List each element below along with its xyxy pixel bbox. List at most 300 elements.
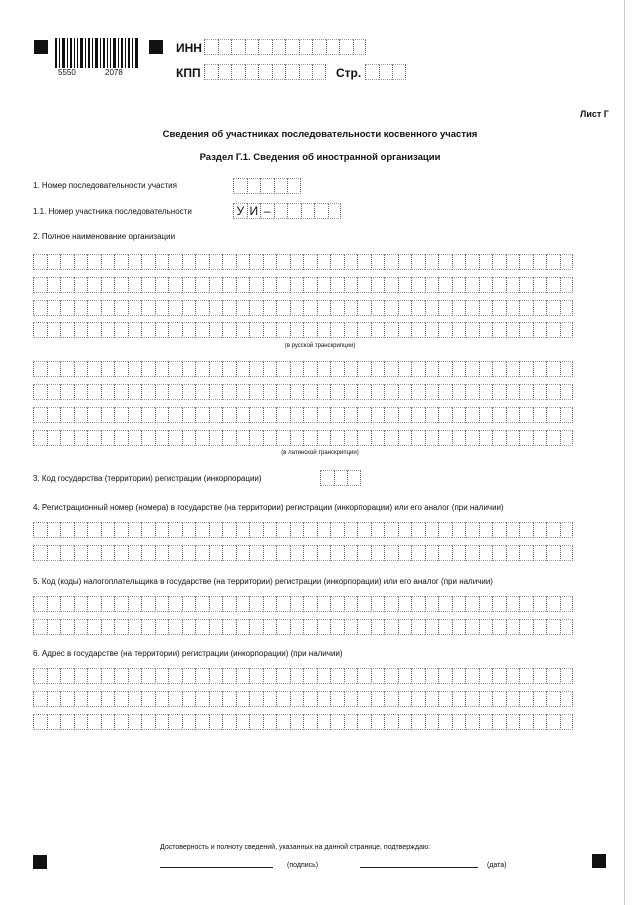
char-cell: [47, 619, 61, 635]
char-cell: [317, 619, 331, 635]
char-cell: [303, 277, 317, 293]
char-cell: [87, 361, 101, 377]
char-cell: [506, 619, 520, 635]
char-cell: [74, 668, 88, 684]
char-cell: [182, 691, 196, 707]
char-cell: [411, 300, 425, 316]
char-cell: [141, 254, 155, 270]
address-row-3[interactable]: [33, 714, 573, 730]
char-cell: [249, 619, 263, 635]
country-code-grid[interactable]: [320, 470, 361, 486]
char-cell: [209, 596, 223, 612]
char-cell: [249, 254, 263, 270]
char-cell: [371, 545, 385, 561]
char-cell: [276, 361, 290, 377]
kpp-label: КПП: [176, 66, 201, 80]
char-cell: [155, 361, 169, 377]
char-cell: [87, 300, 101, 316]
char-cell: [114, 596, 128, 612]
char-cell: [249, 714, 263, 730]
char-cell: [438, 545, 452, 561]
char-cell: [398, 668, 412, 684]
char-cell: [249, 668, 263, 684]
char-cell: [47, 361, 61, 377]
char-cell: [155, 384, 169, 400]
char-cell: [452, 407, 466, 423]
char-cell: [344, 596, 358, 612]
org-name-lat-row-4[interactable]: [33, 430, 573, 446]
char-cell: [465, 545, 479, 561]
char-cell: [560, 407, 574, 423]
char-cell: [182, 384, 196, 400]
char-cell: [33, 522, 47, 538]
char-cell: [479, 254, 493, 270]
inn-grid[interactable]: [204, 39, 366, 55]
char-cell: [74, 361, 88, 377]
char-cell: [533, 254, 547, 270]
char-cell: [560, 254, 574, 270]
char-cell: [33, 619, 47, 635]
org-name-lat-row-2[interactable]: [33, 384, 573, 400]
char-cell: [330, 300, 344, 316]
page-number-grid[interactable]: [365, 64, 406, 80]
char-cell: [506, 522, 520, 538]
char-cell: [222, 361, 236, 377]
char-cell: [411, 322, 425, 338]
char-cell: [371, 277, 385, 293]
char-cell: [330, 407, 344, 423]
char-cell: [276, 619, 290, 635]
char-cell: [155, 668, 169, 684]
char-cell: [398, 300, 412, 316]
char-cell: [438, 430, 452, 446]
char-cell: [425, 668, 439, 684]
char-cell: [371, 407, 385, 423]
char-cell: [425, 619, 439, 635]
char-cell: [87, 596, 101, 612]
char-cell: [317, 714, 331, 730]
char-cell: [209, 407, 223, 423]
field-2-label: 2. Полное наименование организации: [33, 232, 176, 241]
char-cell: [546, 254, 560, 270]
barcode-number-right: 2078: [105, 68, 123, 77]
char-cell: [222, 254, 236, 270]
char-cell: [492, 277, 506, 293]
char-cell: [114, 407, 128, 423]
sequence-number-grid[interactable]: [233, 178, 301, 194]
char-cell: [344, 277, 358, 293]
char-cell: [182, 361, 196, 377]
char-cell: [101, 668, 115, 684]
char-cell: [506, 668, 520, 684]
char-cell: [519, 714, 533, 730]
char-cell: [303, 300, 317, 316]
char-cell: [411, 254, 425, 270]
section-title: Раздел Г.1. Сведения об иностранной организации: [199, 152, 441, 163]
char-cell: [425, 430, 439, 446]
char-cell: [155, 407, 169, 423]
char-cell: [263, 300, 277, 316]
char-cell: [155, 691, 169, 707]
char-cell: [209, 277, 223, 293]
char-cell: [236, 714, 250, 730]
char-cell: [290, 322, 304, 338]
char-cell: [114, 619, 128, 635]
char-cell: [74, 596, 88, 612]
char-cell: [195, 522, 209, 538]
char-cell: [101, 691, 115, 707]
char-cell: [317, 596, 331, 612]
char-cell: [141, 384, 155, 400]
char-cell: [384, 714, 398, 730]
org-name-ru-row-4[interactable]: [33, 322, 573, 338]
char-cell: [492, 300, 506, 316]
char-cell: [101, 322, 115, 338]
char-cell: [398, 522, 412, 538]
char-cell: [560, 691, 574, 707]
char-cell: [276, 254, 290, 270]
char-cell: [317, 384, 331, 400]
char-cell: [236, 300, 250, 316]
char-cell: [317, 668, 331, 684]
char-cell: [560, 522, 574, 538]
char-cell: [222, 300, 236, 316]
char-cell: [249, 361, 263, 377]
char-cell: [357, 691, 371, 707]
char-cell: [182, 596, 196, 612]
char-cell: [344, 430, 358, 446]
char-cell: [290, 407, 304, 423]
char-cell: [317, 430, 331, 446]
char-cell: [276, 596, 290, 612]
corner-marker-top-right: [149, 40, 163, 54]
char-cell: [479, 619, 493, 635]
char-cell: [47, 714, 61, 730]
char-cell: [222, 714, 236, 730]
char-cell: [303, 407, 317, 423]
char-cell: [384, 322, 398, 338]
char-cell: [101, 407, 115, 423]
char-cell: [533, 322, 547, 338]
char-cell: [263, 714, 277, 730]
char-cell: [303, 254, 317, 270]
char-cell: [47, 522, 61, 538]
char-cell: [330, 714, 344, 730]
char-cell: [60, 430, 74, 446]
reg-number-row-1[interactable]: [33, 522, 573, 538]
field-6-label: 6. Адрес в государстве (на территории) регистрации (инкорпорации) (при наличии): [33, 649, 343, 658]
char-cell: [398, 361, 412, 377]
date-line[interactable]: [360, 867, 478, 868]
char-cell: [222, 277, 236, 293]
char-cell: [182, 254, 196, 270]
char-cell: [384, 361, 398, 377]
char-cell: [168, 300, 182, 316]
char-cell: [60, 322, 74, 338]
char-cell: [330, 361, 344, 377]
char-cell: [344, 407, 358, 423]
char-cell: [546, 300, 560, 316]
char-cell: [519, 619, 533, 635]
char-cell: [141, 545, 155, 561]
char-cell: [479, 596, 493, 612]
char-cell: [33, 596, 47, 612]
taxpayer-code-row-1[interactable]: [33, 596, 573, 612]
char-cell: [438, 277, 452, 293]
char-cell: [263, 545, 277, 561]
char-cell: [128, 522, 142, 538]
char-cell: [155, 322, 169, 338]
char-cell: [479, 691, 493, 707]
page-label: Стр.: [336, 66, 362, 80]
char-cell: [519, 300, 533, 316]
char-cell: [533, 522, 547, 538]
char-cell: [209, 384, 223, 400]
char-cell: [236, 254, 250, 270]
char-cell: [357, 361, 371, 377]
char-cell: [479, 430, 493, 446]
char-cell: [546, 691, 560, 707]
char-cell: [263, 407, 277, 423]
char-cell: [290, 384, 304, 400]
barcode-number-left: 5550: [58, 68, 76, 77]
char-cell: [290, 300, 304, 316]
char-cell: [114, 322, 128, 338]
char-cell: [452, 691, 466, 707]
char-cell: [141, 430, 155, 446]
char-cell: [492, 714, 506, 730]
char-cell: [155, 277, 169, 293]
char-cell: [222, 430, 236, 446]
corner-marker-bottom-right: [592, 854, 606, 868]
char-cell: [560, 322, 574, 338]
char-cell: [317, 322, 331, 338]
signature-line[interactable]: [160, 867, 273, 868]
char-cell: [236, 277, 250, 293]
char-cell: [128, 714, 142, 730]
char-cell: [330, 619, 344, 635]
char-cell: [492, 361, 506, 377]
char-cell: [168, 596, 182, 612]
char-cell: [33, 545, 47, 561]
char-cell: [249, 277, 263, 293]
char-cell: [438, 668, 452, 684]
char-cell: [519, 407, 533, 423]
char-cell: [155, 545, 169, 561]
org-name-ru-row-1[interactable]: [33, 254, 573, 270]
org-name-lat-row-3[interactable]: [33, 407, 573, 423]
char-cell: [33, 714, 47, 730]
char-cell: [398, 407, 412, 423]
char-cell: [222, 668, 236, 684]
char-cell: [533, 714, 547, 730]
char-cell: [303, 714, 317, 730]
char-cell: [290, 668, 304, 684]
char-cell: [209, 545, 223, 561]
char-cell: [101, 430, 115, 446]
char-cell: [438, 522, 452, 538]
char-cell: [263, 691, 277, 707]
char-cell: [33, 691, 47, 707]
char-cell: [519, 277, 533, 293]
kpp-grid[interactable]: [204, 64, 326, 80]
char-cell: [236, 407, 250, 423]
char-cell: [47, 545, 61, 561]
field-1-1-label: 1.1. Номер участника последовательности: [33, 207, 192, 216]
taxpayer-code-row-2[interactable]: [33, 619, 573, 635]
char-cell: [492, 596, 506, 612]
char-cell: [276, 668, 290, 684]
char-cell: [303, 361, 317, 377]
char-cell: [101, 619, 115, 635]
char-cell: [519, 668, 533, 684]
char-cell: [182, 407, 196, 423]
char-cell: [344, 322, 358, 338]
char-cell: [519, 322, 533, 338]
char-cell: [74, 407, 88, 423]
char-cell: [492, 619, 506, 635]
char-cell: [398, 596, 412, 612]
char-cell: [357, 522, 371, 538]
char-cell: [290, 691, 304, 707]
char-cell: [87, 430, 101, 446]
char-cell: [519, 361, 533, 377]
char-cell: [506, 714, 520, 730]
char-cell: [276, 691, 290, 707]
char-cell: [546, 361, 560, 377]
char-cell: [357, 322, 371, 338]
char-cell: [209, 430, 223, 446]
char-cell: [141, 596, 155, 612]
char-cell: [276, 714, 290, 730]
char-cell: [533, 691, 547, 707]
char-cell: [317, 691, 331, 707]
char-cell: [263, 619, 277, 635]
date-label: (дата): [487, 862, 507, 869]
char-cell: [128, 277, 142, 293]
char-cell: [168, 522, 182, 538]
char-cell: [74, 430, 88, 446]
org-name-ru-row-2[interactable]: [33, 277, 573, 293]
sheet-label: Лист Г: [580, 109, 609, 119]
barcode-bars: [55, 38, 139, 68]
char-cell: [290, 522, 304, 538]
char-cell: [60, 668, 74, 684]
char-cell: [74, 619, 88, 635]
char-cell: [263, 384, 277, 400]
char-cell: [330, 545, 344, 561]
char-cell: [74, 254, 88, 270]
org-name-lat-row-1[interactable]: [33, 361, 573, 377]
char-cell: [465, 691, 479, 707]
char-cell: [411, 596, 425, 612]
reg-number-row-2[interactable]: [33, 545, 573, 561]
char-cell: [452, 668, 466, 684]
char-cell: [411, 522, 425, 538]
char-cell: [425, 714, 439, 730]
address-row-2[interactable]: [33, 691, 573, 707]
participant-number-grid[interactable]: [233, 203, 341, 219]
char-cell: [357, 545, 371, 561]
prefix-dash: –: [260, 203, 274, 219]
char-cell: [317, 545, 331, 561]
char-cell: [438, 407, 452, 423]
char-cell: [357, 596, 371, 612]
char-cell: [60, 407, 74, 423]
char-cell: [452, 619, 466, 635]
char-cell: [195, 691, 209, 707]
char-cell: [533, 384, 547, 400]
char-cell: [479, 277, 493, 293]
char-cell: [371, 430, 385, 446]
char-cell: [438, 619, 452, 635]
char-cell: [344, 522, 358, 538]
char-cell: [560, 714, 574, 730]
char-cell: [546, 384, 560, 400]
char-cell: [560, 277, 574, 293]
char-cell: [128, 361, 142, 377]
char-cell: [411, 619, 425, 635]
char-cell: [141, 322, 155, 338]
org-name-ru-row-3[interactable]: [33, 300, 573, 316]
char-cell: [182, 277, 196, 293]
char-cell: [357, 668, 371, 684]
char-cell: [506, 430, 520, 446]
char-cell: [330, 596, 344, 612]
char-cell: [546, 322, 560, 338]
char-cell: [87, 714, 101, 730]
char-cell: [303, 545, 317, 561]
char-cell: [317, 277, 331, 293]
char-cell: [546, 277, 560, 293]
address-row-1[interactable]: [33, 668, 573, 684]
char-cell: [155, 714, 169, 730]
char-cell: [60, 619, 74, 635]
char-cell: [128, 596, 142, 612]
char-cell: [411, 384, 425, 400]
char-cell: [60, 361, 74, 377]
char-cell: [479, 300, 493, 316]
char-cell: [546, 714, 560, 730]
char-cell: [317, 522, 331, 538]
char-cell: [141, 691, 155, 707]
char-cell: [290, 430, 304, 446]
char-cell: [101, 522, 115, 538]
char-cell: [60, 596, 74, 612]
char-cell: [141, 277, 155, 293]
char-cell: [303, 384, 317, 400]
char-cell: [114, 522, 128, 538]
char-cell: [114, 300, 128, 316]
barcode: [55, 38, 139, 78]
char-cell: [141, 361, 155, 377]
char-cell: [479, 322, 493, 338]
char-cell: [506, 545, 520, 561]
char-cell: [195, 277, 209, 293]
inn-label: ИНН: [176, 41, 202, 55]
char-cell: [479, 714, 493, 730]
char-cell: [114, 430, 128, 446]
char-cell: [371, 254, 385, 270]
char-cell: [560, 545, 574, 561]
char-cell: [60, 545, 74, 561]
char-cell: [33, 277, 47, 293]
char-cell: [209, 361, 223, 377]
signature-label: (подпись): [287, 862, 319, 869]
char-cell: [195, 430, 209, 446]
char-cell: [303, 322, 317, 338]
char-cell: [344, 384, 358, 400]
